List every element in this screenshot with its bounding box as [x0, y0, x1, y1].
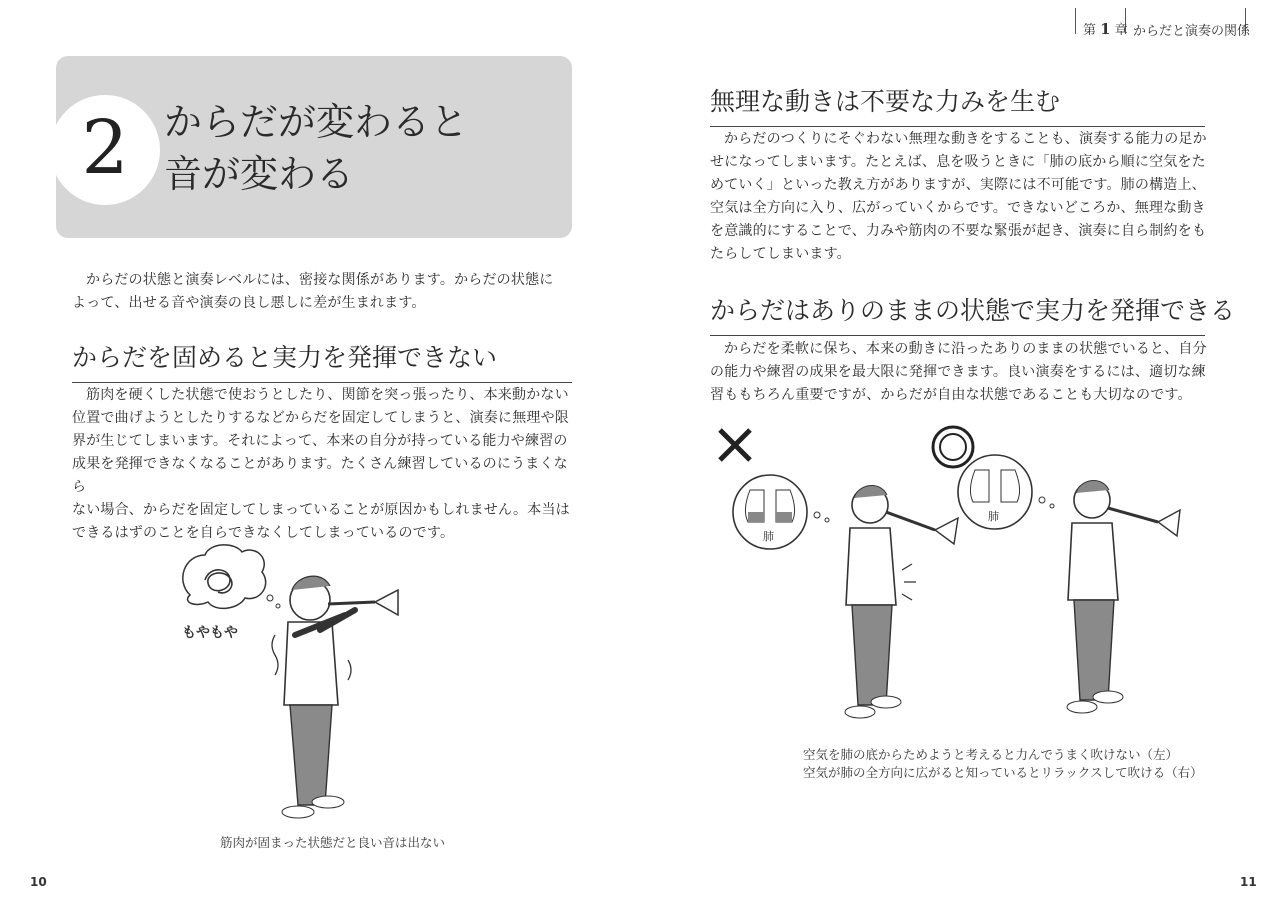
body-line: めていく」といった教え方がありますが、実際には不可能です。肺の構造上、: [710, 177, 1206, 193]
figure-label-moyamoya: もやもや: [182, 625, 238, 641]
figure-caption-right-line-2: 空気が肺の全方向に広がると知っているとリラックスして吹ける（右）: [803, 765, 1203, 780]
lung-label-left: 肺: [763, 530, 774, 543]
page-number-left: 10: [30, 875, 47, 889]
body-line: を意識的にすることで、力みや筋肉の不要な緊張が起き、演奏に自ら制約をも: [710, 223, 1207, 239]
body-line: からだを柔軟に保ち、本来の動きに沿ったありのままの状態でいると、自分: [724, 341, 1207, 357]
body-unnatural-movement: [710, 128, 1220, 266]
right-page: [640, 0, 1280, 907]
body-line: せになってしまいます。たとえば、息を吸うときに「肺の底から順に空気をた: [710, 154, 1206, 170]
chapter-title: からだと演奏の関係: [1133, 24, 1251, 39]
section-number: 2: [81, 105, 129, 191]
heading-unnatural-movement: 無理な動きは不要な力みを生む: [710, 82, 1205, 127]
body-line: たらしてしまいます。: [710, 246, 851, 262]
section-title-line-2: 音が変わる: [164, 152, 355, 196]
intro-paragraph: [72, 269, 582, 315]
intro-line: からだの状態と演奏レベルには、密接な関係があります。からだの状態に: [86, 272, 554, 288]
thought-cloud-icon: [183, 545, 266, 609]
body-line: 界が生じてしまいます。それによって、本来の自分が持っている能力や練習の: [72, 433, 568, 449]
intro-line: よって、出せる音や演奏の良し悪しに差が生まれます。: [72, 295, 426, 311]
section-number-badge: [50, 95, 160, 205]
lung-label-right: 肺: [988, 510, 999, 523]
breathing-comparison-illustration: [710, 420, 1210, 730]
body-line: ない場合、からだを固定してしまっていることが原因かもしれません。本当は: [72, 502, 570, 518]
body-line: できるはずのことを自らできなくしてしまっているのです。: [72, 525, 455, 541]
body-line: 空気は全方向に入り、広がっていくからです。できないどころか、無理な動き: [710, 200, 1206, 216]
figure-caption-right-line-1: 空気を肺の底からためようと考えると力んでうまく吹けない（左）: [803, 747, 1179, 762]
tense-trumpeter-illustration: [170, 540, 420, 830]
body-line: 習ももちろん重要ですが、からだが自由な状態であることも大切なのです。: [710, 387, 1192, 403]
figure-caption-left: 筋肉が固まった状態だと良い音は出ない: [220, 835, 446, 850]
chapter-label: 第 1 章: [1083, 20, 1128, 38]
body-line: からだのつくりにそぐわない無理な動きをすることも、演奏する能力の足か: [724, 131, 1207, 147]
cross-mark-icon: [720, 430, 750, 460]
double-circle-mark-icon: [933, 427, 973, 467]
body-line: 成果を発揮できなくなることがあります。たくさん練習しているのにうまくなら: [72, 456, 568, 495]
page-number-right: 11: [1240, 875, 1257, 889]
body-line: 筋肉を硬くした状態で使おうとしたり、関節を突っ張ったり、本来動かない: [86, 387, 569, 403]
heading-rigid-body: からだを固めると実力を発揮できない: [72, 338, 572, 383]
body-rigid-body: [72, 384, 582, 545]
section-title: [164, 96, 468, 200]
body-line: 位置で曲げようとしたりするなどからだを固定してしまうと、演奏に無理や限: [72, 410, 569, 426]
running-header: [1075, 0, 1251, 40]
body-line: の能力や練習の成果を最大限に発揮できます。良い演奏をするには、適切な練: [710, 364, 1206, 380]
body-natural-state: [710, 338, 1220, 407]
section-title-line-1: からだが変わると: [164, 100, 469, 144]
heading-natural-state: からだはありのままの状態で実力を発揮できる: [710, 291, 1205, 336]
